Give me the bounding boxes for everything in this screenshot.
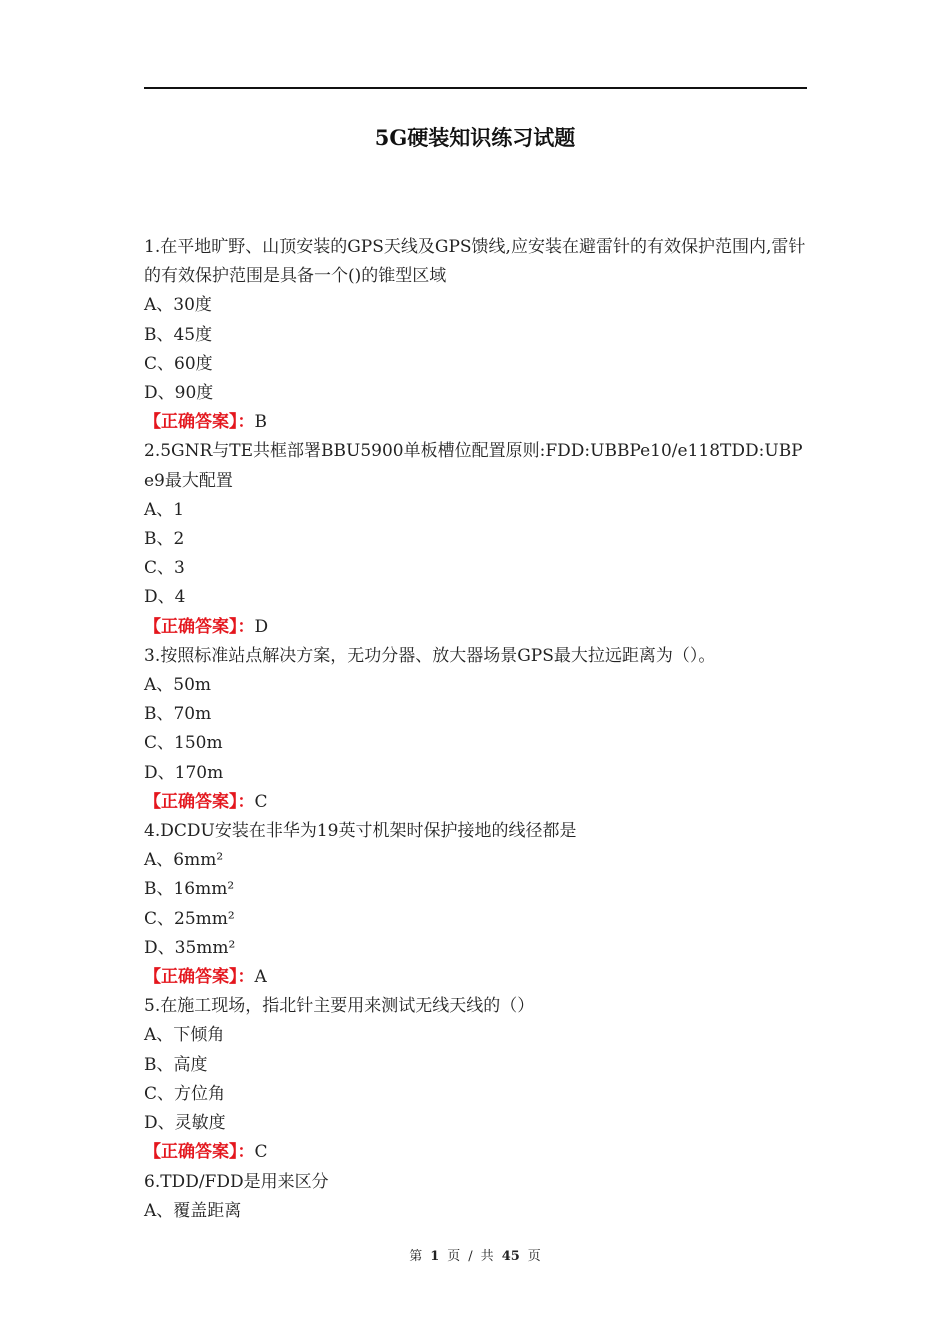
option-a: A、50m — [144, 675, 212, 696]
option-c: C、60度 — [144, 353, 213, 374]
option-b: B、70m — [144, 704, 212, 725]
answer-label: 【正确答案】： — [144, 412, 255, 433]
answer-value: C — [254, 1142, 268, 1163]
header-rule — [144, 87, 807, 89]
question-6 — [144, 1168, 809, 1226]
option-c: C、25mm² — [144, 908, 235, 929]
option-b: B、16mm² — [144, 879, 235, 900]
document-title: 5G硬装知识练习试题 — [374, 125, 576, 150]
answer-label: 【正确答案】： — [144, 967, 255, 988]
option-d: D、4 — [144, 587, 186, 608]
page-total: 45 — [501, 1249, 520, 1264]
question-text: 2.5GNR与TE共框部署BBU5900单板槽位配置原则:FDD:UBBPe10/e118TDD:UBPe9最大配置 — [144, 441, 803, 491]
option-d: D、35mm² — [144, 937, 236, 958]
answer-line — [144, 408, 809, 437]
option-c: C、3 — [144, 558, 185, 579]
total-prefix: 共 — [480, 1249, 494, 1264]
answer-value: B — [254, 412, 267, 433]
question-1 — [144, 233, 809, 437]
question-text: 1.在平地旷野、山顶安装的GPS天线及GPS馈线,应安装在避雷针的有效保护范围内,雷针的有效保护范围是具备一个()的锥型区域 — [144, 237, 806, 287]
question-text: 6.TDD/FDD是用来区分 — [144, 1171, 329, 1192]
answer-line — [144, 963, 809, 992]
option-c: C、150m — [144, 733, 223, 754]
question-text: 4.DCDU安装在非华为19英寸机架时保护接地的线径都是 — [144, 821, 577, 842]
option-a: A、6mm² — [144, 850, 224, 871]
page-footer — [0, 1245, 950, 1264]
answer-line — [144, 613, 809, 642]
option-b: B、高度 — [144, 1054, 208, 1075]
option-d: D、170m — [144, 762, 224, 783]
question-list — [144, 233, 809, 1226]
answer-label: 【正确答案】： — [144, 616, 255, 637]
question-2 — [144, 437, 809, 641]
question-5 — [144, 992, 809, 1167]
answer-label: 【正确答案】： — [144, 1142, 255, 1163]
total-suffix: 页 — [527, 1249, 541, 1264]
answer-value: A — [254, 967, 267, 988]
answer-line — [144, 788, 809, 817]
option-b: B、45度 — [144, 324, 213, 345]
answer-value: D — [254, 616, 269, 637]
option-d: D、灵敏度 — [144, 1113, 226, 1134]
page-suffix: 页 — [447, 1249, 461, 1264]
option-b: B、2 — [144, 529, 185, 550]
answer-line — [144, 1138, 809, 1167]
page-current: 1 — [430, 1249, 440, 1264]
option-a: A、覆盖距离 — [144, 1200, 242, 1221]
option-d: D、90度 — [144, 383, 214, 404]
answer-label: 【正确答案】： — [144, 791, 255, 812]
option-a: A、下倾角 — [144, 1025, 225, 1046]
question-4 — [144, 817, 809, 992]
option-a: A、30度 — [144, 295, 212, 316]
answer-value: C — [254, 791, 268, 812]
question-3 — [144, 642, 809, 817]
option-c: C、方位角 — [144, 1083, 226, 1104]
question-text: 3.按照标准站点解决方案，无功分器、放大器场景GPS最大拉远距离为（）。 — [144, 645, 716, 666]
page-separator: / — [468, 1249, 473, 1264]
page-prefix: 第 — [409, 1249, 423, 1264]
option-a: A、1 — [144, 499, 185, 520]
question-text: 5.在施工现场，指北针主要用来测试无线天线的（） — [144, 996, 535, 1017]
